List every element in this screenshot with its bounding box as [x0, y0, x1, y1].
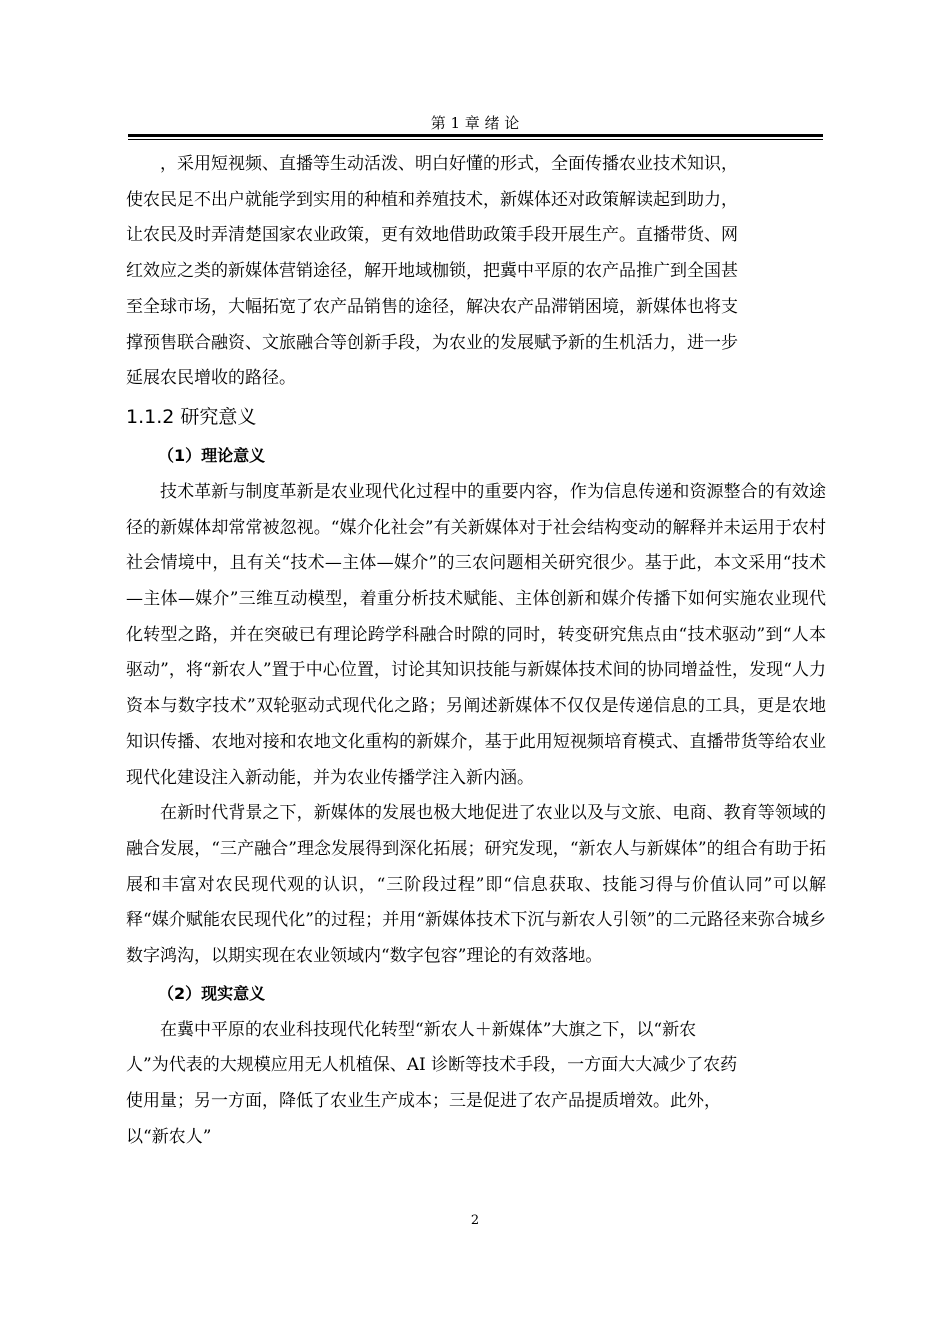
paragraph-continuation: [126, 147, 826, 397]
text-line: 红效应之类的新媒体营销途径，解开地域枷锁，把冀中平原的农产品推广到全国甚: [126, 261, 738, 282]
text-line: 让农民及时弄清楚国家农业政策，更有效地借助政策手段开展生产。直播带货、网: [126, 225, 738, 246]
text-line: 以“新农人”: [126, 1126, 212, 1147]
paragraph-theory-1: 技术革新与制度革新是农业现代化过程中的重要内容，作为信息传递和资源整合的有效途径的新媒体却常常被忽视。“媒介化社会”有关新媒体对于社会结构变动的解释并未运用于农村社会情境中，且有关“技术—主体—媒介”的三农问题相关研究很少。基于此，本文采用“技术—主体—媒介”三维互动模型，着重分析技术赋能、主体创新和媒介传播下如何实施农业现代化转型之路，并在突破已有理论跨学科融合时隙的同时，转变研究焦点由“技术驱动”到“人本驱动”，将“新农人”置于中心位置，讨论其知识技能与新媒体技术间的协同增益性，发现“人力资本与数字技术”双轮驱动式现代化之路；另阐述新媒体不仅仅是传递信息的工具，更是农地知识传播、农地对接和农地文化重构的新媒介，基于此用短视频培育模式、直播带货等给农业现代化建设注入新动能，并为农业传播学注入新内涵。: [126, 481, 826, 788]
text-line: 撑预售联合融资、文旅融合等创新手段，为农业的发展赋予新的生机活力，进一步: [126, 332, 738, 353]
text-line: 在冀中平原的农业科技现代化转型“新农人＋新媒体”大旗之下，以“新农: [160, 1019, 697, 1040]
text-line: ，采用短视频、直播等生动活泼、明白好懂的形式，全面传播农业技术知识，: [160, 154, 738, 174]
header-rule-thick: [128, 134, 823, 137]
page-number: 2: [470, 1213, 480, 1228]
text-line: 延展农民增收的路径。: [126, 368, 296, 389]
paragraph-practice: [126, 1013, 826, 1156]
subsection-heading-theory: （1）理论意义: [158, 445, 266, 465]
paragraph-theory-2: 在新时代背景之下，新媒体的发展也极大地促进了农业以及与文旅、电商、教育等领域的融合发展，“三产融合”理念发展得到深化拓展；研究发现，“新农人与新媒体”的组合有助于拓展和丰富对农民现代观的认识，“三阶段过程”即“信息获取、技能习得与价值认同”可以解释“媒介赋能农民现代化”的过程；并用“新媒体技术下沉与新农人引领”的二元路径来弥合城乡数字鸿沟，以期实现在农业领域内“数字包容”理论的有效落地。: [126, 803, 826, 967]
section-heading: 1.1.2 研究意义: [126, 405, 257, 428]
subsection-heading-practice: （2）现实意义: [158, 983, 266, 1003]
text-line: 使用量；另一方面，降低了农业生产成本；三是促进了农产品提质增效。此外，: [126, 1091, 721, 1112]
header-rule-thin: [128, 139, 823, 140]
text-line: 使农民足不出户就能学到实用的种植和养殖技术，新媒体还对政策解读起到助力，: [126, 189, 738, 210]
page-body: [126, 147, 826, 1156]
running-header: 第 1 章 绪 论: [430, 114, 520, 132]
text-line: 人”为代表的大规模应用无人机植保、AI 诊断等技术手段，一方面大大减少了农药: [126, 1055, 738, 1076]
text-line: 至全球市场，大幅拓宽了农产品销售的途径，解决农产品滞销困境，新媒体也将支: [126, 296, 738, 317]
